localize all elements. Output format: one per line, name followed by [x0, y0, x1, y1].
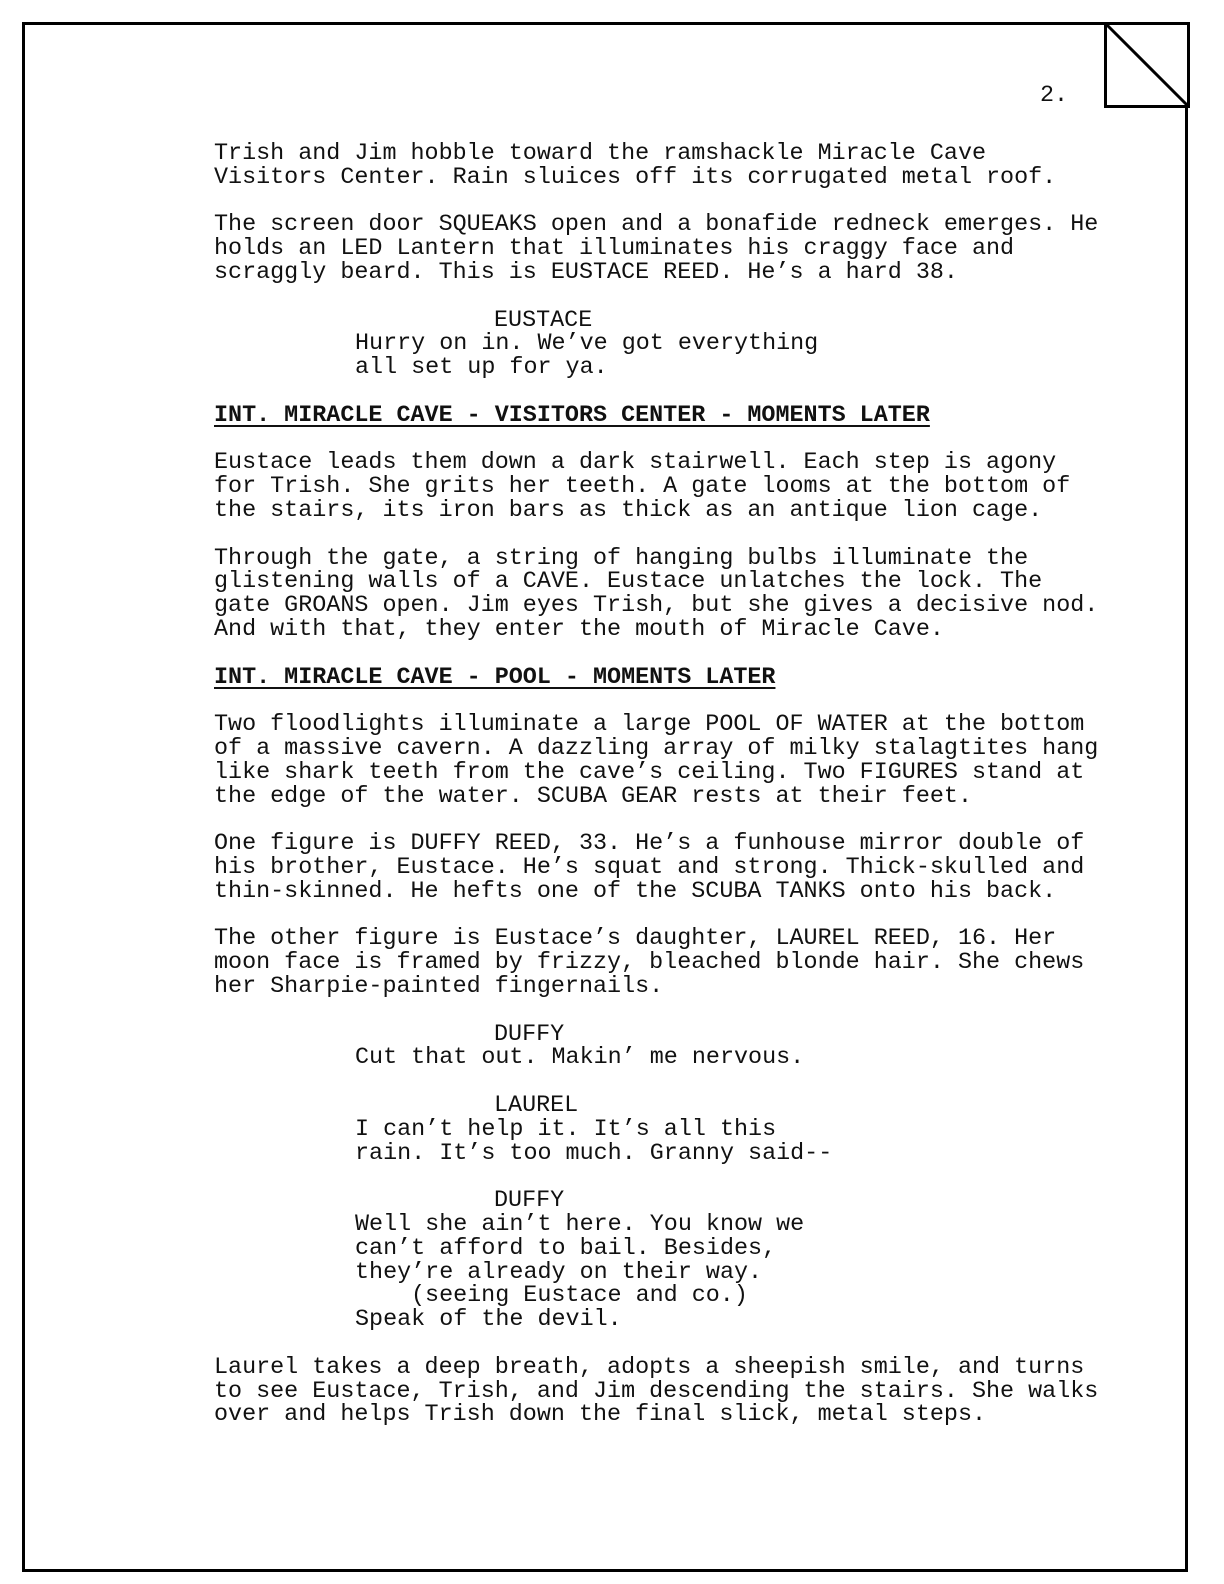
- dialogue-line: Hurry on in. We’ve got everything: [355, 331, 819, 358]
- action-line: like shark teeth from the cave’s ceiling. Two FIGURES stand at: [214, 759, 1085, 786]
- action-line: moon face is framed by frizzy, bleached blonde hair. She chews: [214, 950, 1085, 977]
- action-line: Two floodlights illuminate a large POOL OF WATER at the bottom: [214, 712, 1085, 739]
- action-line: Laurel takes a deep breath, adopts a sheepish smile, and turns: [214, 1354, 1085, 1381]
- dialogue-line: rain. It’s too much. Granny said--: [355, 1140, 833, 1167]
- dialogue-line: all set up for ya.: [355, 355, 608, 382]
- action-line: Through the gate, a string of hanging bulbs illuminate the: [214, 545, 1029, 572]
- action-line: thin-skinned. He hefts one of the SCUBA TANKS onto his back.: [214, 878, 1057, 905]
- dialogue-line: they’re already on their way.: [355, 1259, 763, 1286]
- dialogue-line: Well she ain’t here. You know we: [355, 1212, 805, 1238]
- action-line: to see Eustace, Trish, and Jim descending the stairs. She walks: [214, 1378, 1099, 1405]
- page-corner-fold-icon: [1104, 22, 1190, 108]
- page-number: 2.: [1040, 83, 1069, 109]
- slug-line: INT. MIRACLE CAVE - VISITORS CENTER - MOMENTS LATER: [214, 402, 930, 429]
- action-line: One figure is DUFFY REED, 33. He’s a funhouse mirror double of: [214, 831, 1085, 858]
- slug-line: INT. MIRACLE CAVE - POOL - MOMENTS LATER: [214, 664, 776, 691]
- character-line: DUFFY: [494, 1021, 565, 1048]
- dialogue-line: I can’t help it. It’s all this: [355, 1116, 777, 1143]
- action-line: Trish and Jim hobble toward the ramshackle Miracle Cave: [214, 141, 987, 167]
- character-line: LAUREL: [494, 1093, 579, 1119]
- dialogue-line: can’t afford to bail. Besides,: [355, 1235, 777, 1262]
- action-line: glistening walls of a CAVE. Eustace unlatches the lock. The: [214, 569, 1043, 596]
- action-line: holds an LED Lantern that illuminates his craggy face and: [214, 236, 1015, 263]
- action-line: Visitors Center. Rain sluices off its corrugated metal roof.: [214, 164, 1057, 191]
- dialogue-line: Cut that out. Makin’ me nervous.: [355, 1045, 805, 1072]
- action-line: the stairs, its iron bars as thick as an antique lion cage.: [214, 498, 1043, 524]
- action-line: gate GROANS open. Jim eyes Trish, but she gives a decisive nod.: [214, 593, 1099, 620]
- action-line: the edge of the water. SCUBA GEAR rests at their feet.: [214, 783, 972, 810]
- action-line: scraggly beard. This is EUSTACE REED. He’s a hard 38.: [214, 260, 958, 286]
- action-line: The screen door SQUEAKS open and a bonafide redneck emerges. He: [214, 212, 1099, 239]
- action-line: Eustace leads them down a dark stairwell. Each step is agony: [214, 450, 1057, 477]
- dialogue-line: Speak of the devil.: [355, 1307, 622, 1334]
- action-line: And with that, they enter the mouth of Miracle Cave.: [214, 617, 944, 643]
- action-line: for Trish. She grits her teeth. A gate looms at the bottom of: [214, 474, 1071, 501]
- action-line: of a massive cavern. A dazzling array of milky stalagtites hang: [214, 736, 1099, 762]
- parenthetical-line: (seeing Eustace and co.): [411, 1283, 748, 1310]
- action-line: over and helps Trish down the final slick, metal steps.: [214, 1402, 987, 1429]
- character-line: DUFFY: [494, 1188, 565, 1215]
- action-line: The other figure is Eustace’s daughter, LAUREL REED, 16. Her: [214, 926, 1057, 953]
- character-line: EUSTACE: [494, 307, 593, 334]
- action-line: his brother, Eustace. He’s squat and strong. Thick-skulled and: [214, 855, 1085, 881]
- action-line: her Sharpie-painted fingernails.: [214, 974, 664, 1000]
